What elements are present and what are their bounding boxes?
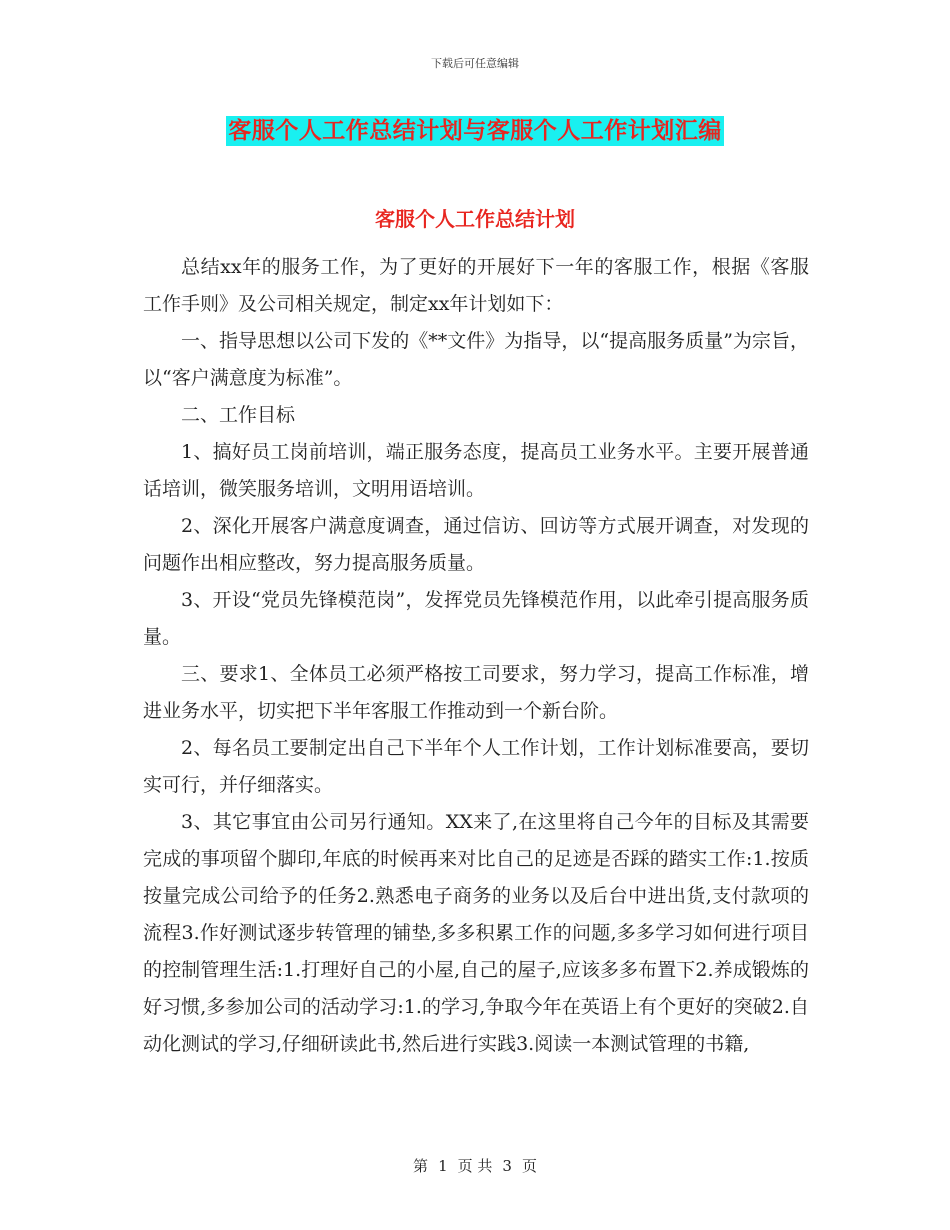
page-mid: 页 共 bbox=[457, 1157, 493, 1175]
paragraph: 3、其它事宜由公司另行通知。XX来了,在这里将自己今年的目标及其需要完成的事项留个脚印,年底的时候再来对比自己的足迹是否踩的踏实工作:1.按质按量完成公司给予的任务2.熟悉电子商务的业务以及后台中进出货,支付款项的流程3.作好测试逐步转管理的铺垫,多多积累工作的问题,多多学习如何进行项目的控制管理生活:1.打理好自己的小屋,自己的屋子,应该多多布置下2.养成锻炼的好习惯,多参加公司的活动学习:1.的学习,争取今年在英语上有个更好的突破2.自动化测试的学习,仔细研读此书,然后进行实践3.阅读一本测试管理的书籍, bbox=[143, 811, 809, 1055]
page-suffix: 页 bbox=[521, 1157, 537, 1175]
paragraph: 1、搞好员工岗前培训，端正服务态度，提高员工业务水平。主要开展普通话培训，微笑服务培训，文明用语培训。 bbox=[143, 441, 809, 500]
document-title-text: 客服个人工作总结计划与客服个人工作计划汇编 bbox=[228, 118, 722, 144]
page-footer bbox=[0, 1155, 950, 1176]
paragraph: 一、指导思想以公司下发的《**文件》为指导，以“提高服务质量”为宗旨，以“客户满意度为标准”。 bbox=[143, 330, 809, 389]
document-body bbox=[143, 249, 809, 1063]
paragraph: 3、开设“党员先锋模范岗”，发挥党员先锋模范作用，以此牵引提高服务质量。 bbox=[143, 589, 809, 648]
page-current: 1 bbox=[438, 1157, 448, 1175]
paragraph: 三、要求1、全体员工必须严格按工司要求，努力学习，提高工作标准，增进业务水平，切实把下半年客服工作推动到一个新台阶。 bbox=[143, 663, 809, 722]
paragraph: 二、工作目标 bbox=[181, 404, 296, 426]
document-title bbox=[0, 112, 950, 145]
paragraph: 2、每名员工要制定出自己下半年个人工作计划，工作计划标准要高，要切实可行，并仔细落实。 bbox=[143, 737, 809, 796]
paragraph: 2、深化开展客户满意度调查，通过信访、回访等方式展开调查，对发现的问题作出相应整改，努力提高服务质量。 bbox=[143, 515, 809, 574]
header-note: 下载后可任意编辑 bbox=[431, 57, 519, 70]
page-prefix: 第 bbox=[413, 1157, 429, 1175]
page-total: 3 bbox=[502, 1157, 512, 1175]
paragraph: 总结xx年的服务工作，为了更好的开展好下一年的客服工作，根据《客服工作手则》及公司相关规定，制定xx年计划如下： bbox=[143, 256, 809, 315]
section-title: 客服个人工作总结计划 bbox=[375, 207, 575, 231]
